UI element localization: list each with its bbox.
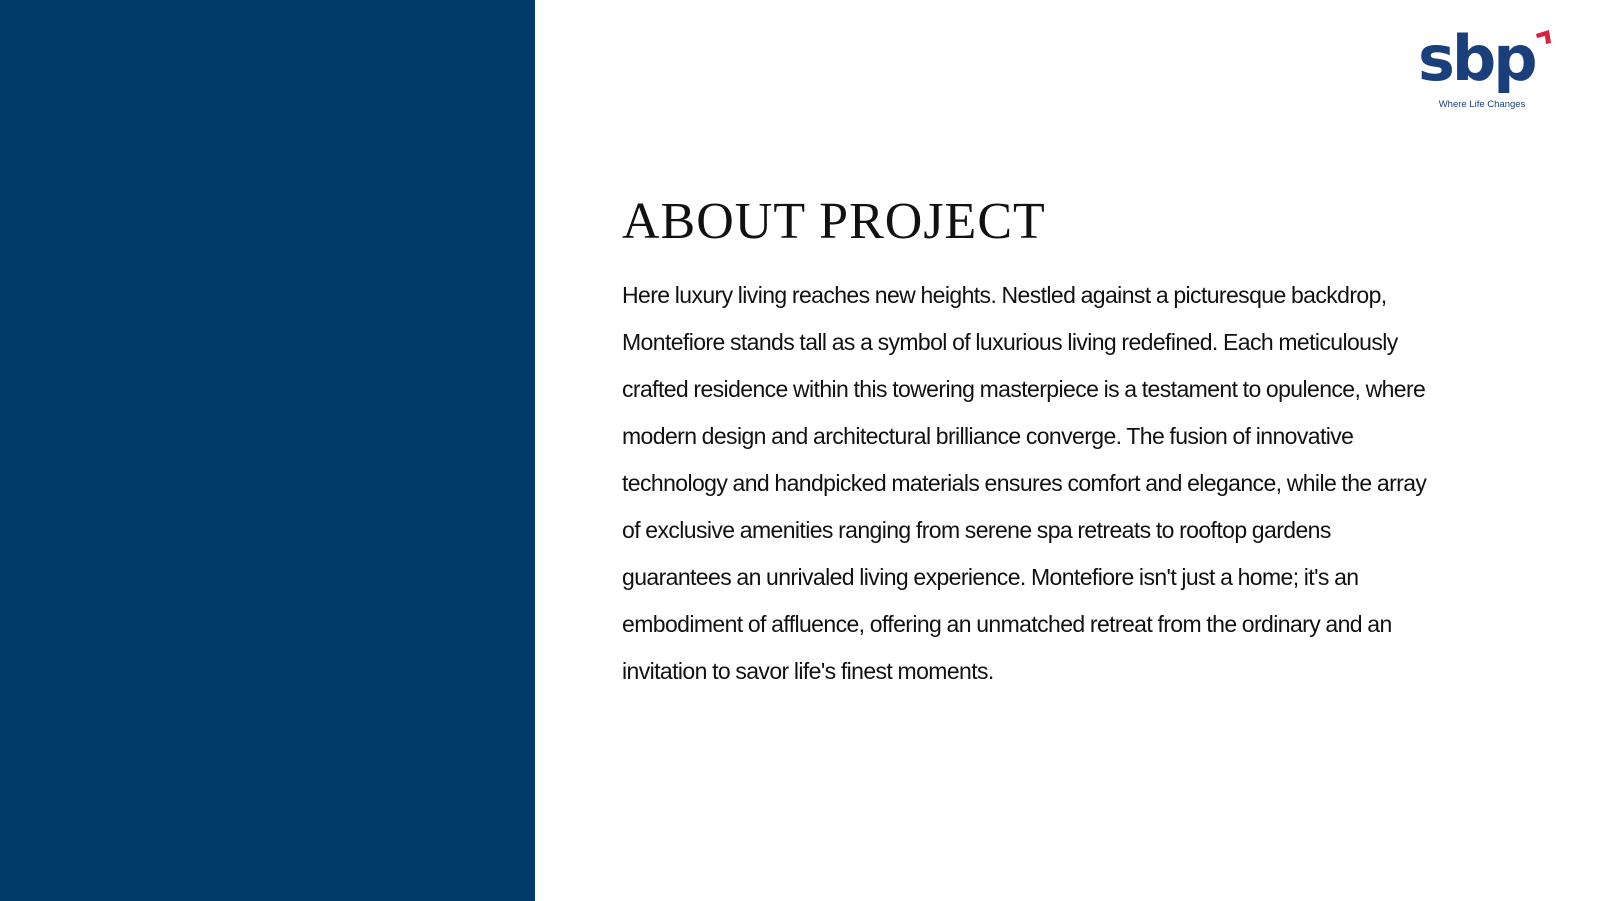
logo-tagline: Where Life Changes — [1438, 99, 1526, 110]
logo-accent-tick — [1536, 30, 1551, 44]
sbp-logo — [1418, 22, 1558, 114]
sbp-logo-mark — [1418, 22, 1558, 98]
page-title: ABOUT PROJECT — [622, 193, 1046, 250]
about-paragraph: Here luxury living reaches new heights. Nestled against a picturesque backdrop, Montefiore stands tall as a symbol of luxurious living redefined. Each meticulously crafted residence within this towering masterpiece is a testament to opulence, where modern design and architectural brilliance converge. The fusion of innovative technology and handpicked materials ensures comfort and elegance, while the array of exclusive amenities ranging from serene spa retreats to rooftop gardens guarantees an unrivaled living experience. Montefiore isn't just a home; it's an embodiment of affluence, offering an unmatched retreat from the ordinary and an invitation to savor life's finest moments. — [622, 282, 1427, 684]
logo-wordmark: sbp — [1418, 22, 1535, 95]
about-section — [622, 190, 1442, 695]
left-color-panel — [0, 0, 535, 901]
